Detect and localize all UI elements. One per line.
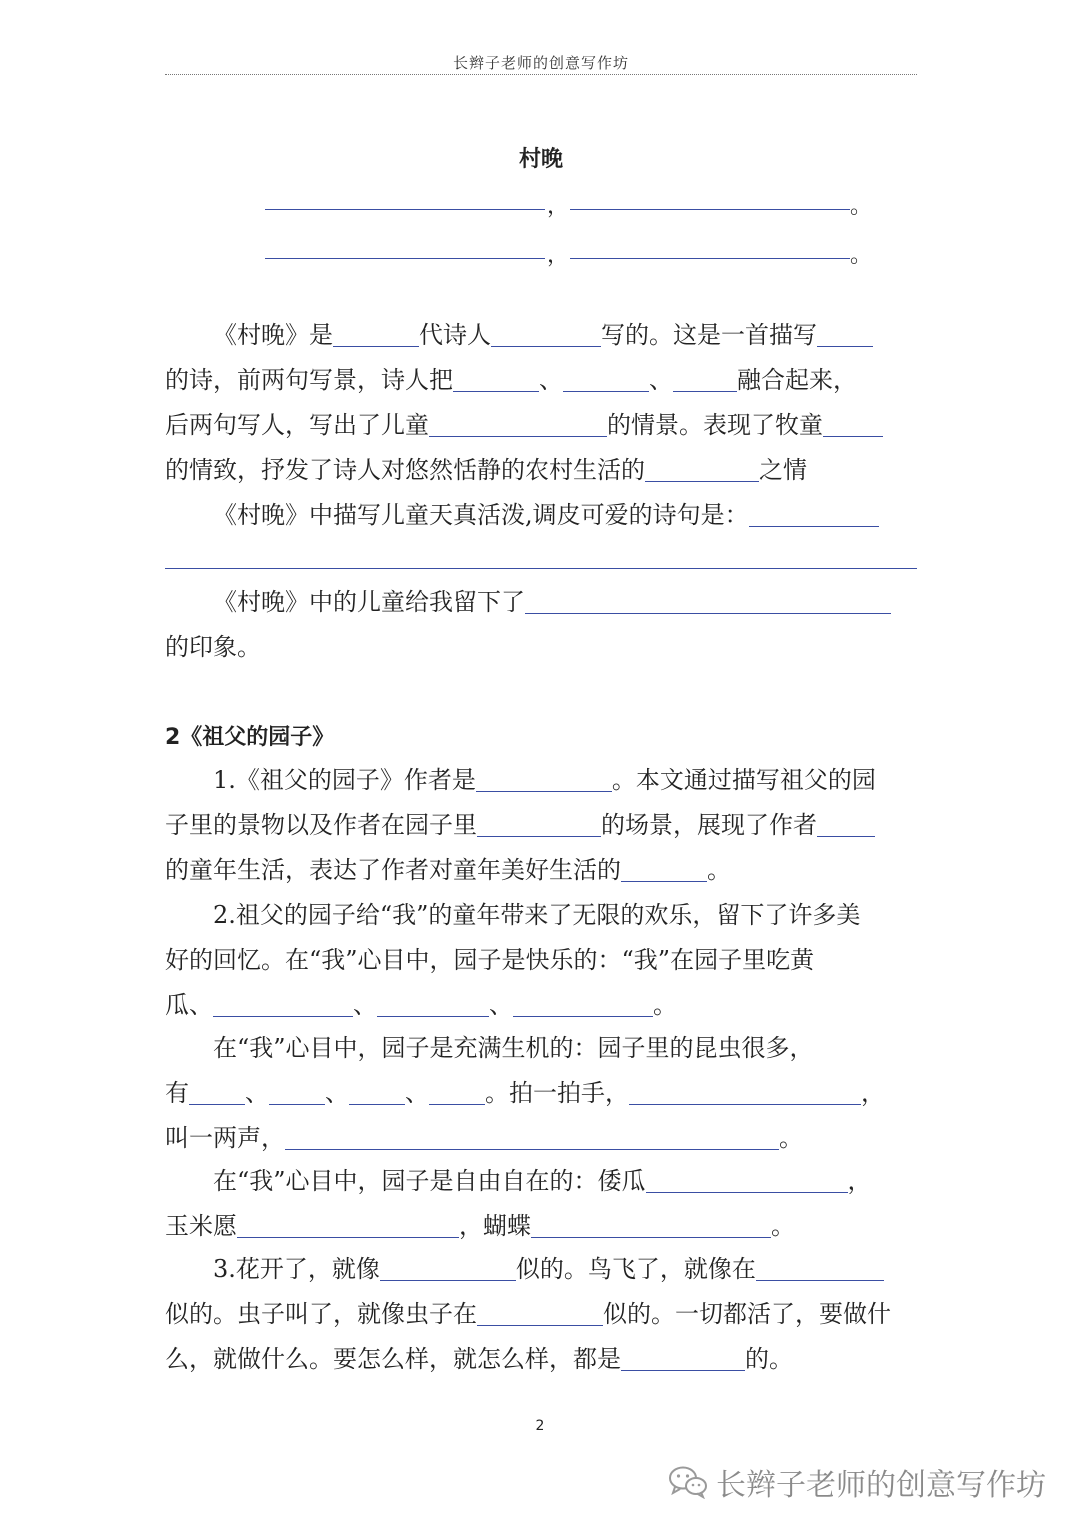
fill-blank[interactable] xyxy=(673,365,737,392)
text-line: 叫一两声， 。 xyxy=(165,1124,803,1152)
fill-blank[interactable] xyxy=(531,1211,771,1238)
fill-blank[interactable] xyxy=(377,990,489,1017)
text-line: 的情致，抒发了诗人对悠然恬静的农村生活的 之情 xyxy=(165,456,807,484)
fill-blank[interactable] xyxy=(380,1254,516,1281)
fill-blank[interactable] xyxy=(817,320,873,347)
poem-blank-line xyxy=(265,258,545,259)
text-line: 2.祖父的园子给“我”的童年带来了无限的欢乐，留下了许多美 xyxy=(213,901,861,929)
fill-blank[interactable] xyxy=(349,1078,405,1105)
text-line: 的印象。 xyxy=(165,633,261,661)
poem-blank-line xyxy=(570,209,850,210)
fill-blank[interactable] xyxy=(477,810,601,837)
answer-line[interactable] xyxy=(165,568,917,569)
fill-blank[interactable] xyxy=(513,990,653,1017)
fill-blank[interactable] xyxy=(237,1211,459,1238)
fill-blank[interactable] xyxy=(817,810,875,837)
text-line: 后两句写人，写出了儿童 的情景。表现了牧童 xyxy=(165,410,883,440)
text-line: 的童年生活，表达了作者对童年美好生活的 。 xyxy=(165,856,731,884)
text-line: 《村晚》中描写儿童天真活泼,调皮可爱的诗句是： xyxy=(165,500,879,530)
text-line: 有 、 、 、 。拍一拍手， ， xyxy=(165,1079,885,1107)
fill-blank[interactable] xyxy=(563,365,649,392)
text-line: 1.《祖父的园子》作者是 。本文通过描写祖父的园 xyxy=(213,766,876,794)
fill-blank[interactable] xyxy=(749,500,879,527)
page-number: 2 xyxy=(535,1418,545,1434)
fill-blank[interactable] xyxy=(189,1078,245,1105)
wechat-icon xyxy=(668,1465,708,1499)
text-line: 在“我”心目中，园子是充满生机的：园子里的昆虫很多， xyxy=(213,1034,814,1062)
fill-blank[interactable] xyxy=(621,1344,745,1371)
fill-blank[interactable] xyxy=(453,365,539,392)
fill-blank[interactable] xyxy=(756,1254,884,1281)
fill-blank[interactable] xyxy=(491,320,601,347)
poem-period: 。 xyxy=(850,194,873,219)
fill-blank[interactable] xyxy=(333,320,419,347)
fill-blank[interactable] xyxy=(213,990,353,1017)
fill-blank[interactable] xyxy=(285,1123,779,1150)
fill-blank[interactable] xyxy=(629,1078,861,1105)
fill-blank[interactable] xyxy=(525,587,891,614)
poem-period: 。 xyxy=(850,243,873,268)
fill-blank[interactable] xyxy=(269,1078,325,1105)
fill-blank[interactable] xyxy=(823,410,883,437)
fill-blank[interactable] xyxy=(476,765,612,792)
text-line: 3.花开了，就像 似的。鸟飞了，就像在 xyxy=(165,1254,884,1284)
fill-blank[interactable] xyxy=(477,1299,603,1326)
text-line: 《村晚》中的儿童给我留下了 xyxy=(165,587,891,617)
fill-blank[interactable] xyxy=(429,1078,485,1105)
poem-title: 村晚 xyxy=(518,147,563,172)
fill-blank[interactable] xyxy=(645,455,759,482)
text-line: 《村晚》是 代诗人 写的。这是一首描写 xyxy=(165,320,873,350)
text-line: 瓜、 、 、 。 xyxy=(165,991,677,1019)
text-line: 么，就做什么。要怎么样，就怎么样，都是 的。 xyxy=(165,1345,793,1373)
text-line: 的诗，前两句写景，诗人把 、 、 融合起来， xyxy=(165,366,857,394)
text-line: 在“我”心目中，园子是自由自在的：倭瓜 ， xyxy=(213,1167,872,1195)
text-line: 似的。虫子叫了，就像虫子在 似的。一切都活了，要做什 xyxy=(165,1300,891,1328)
header-divider xyxy=(165,74,917,75)
page-header: 长辫子老师的创意写作坊 xyxy=(452,54,629,72)
poem-blank-line xyxy=(570,258,850,259)
poem-blank-line xyxy=(265,209,545,210)
section-title: 2《祖父的园子》 xyxy=(165,725,335,750)
watermark-text: 长辫子老师的创意写作坊 xyxy=(716,1468,1046,1503)
watermark xyxy=(668,1460,1046,1504)
text-line: 子里的景物以及作者在园子里 的场景，展现了作者 xyxy=(165,810,875,840)
poem-comma: ， xyxy=(547,194,570,219)
text-line: 好的回忆。在“我”心目中，园子是快乐的：“我”在园子里吃黄 xyxy=(165,946,815,974)
poem-comma: ， xyxy=(547,243,570,268)
fill-blank[interactable] xyxy=(429,410,607,437)
fill-blank[interactable] xyxy=(646,1166,848,1193)
fill-blank[interactable] xyxy=(621,855,707,882)
text-line: 玉米愿 ，蝴蝶 。 xyxy=(165,1212,795,1240)
